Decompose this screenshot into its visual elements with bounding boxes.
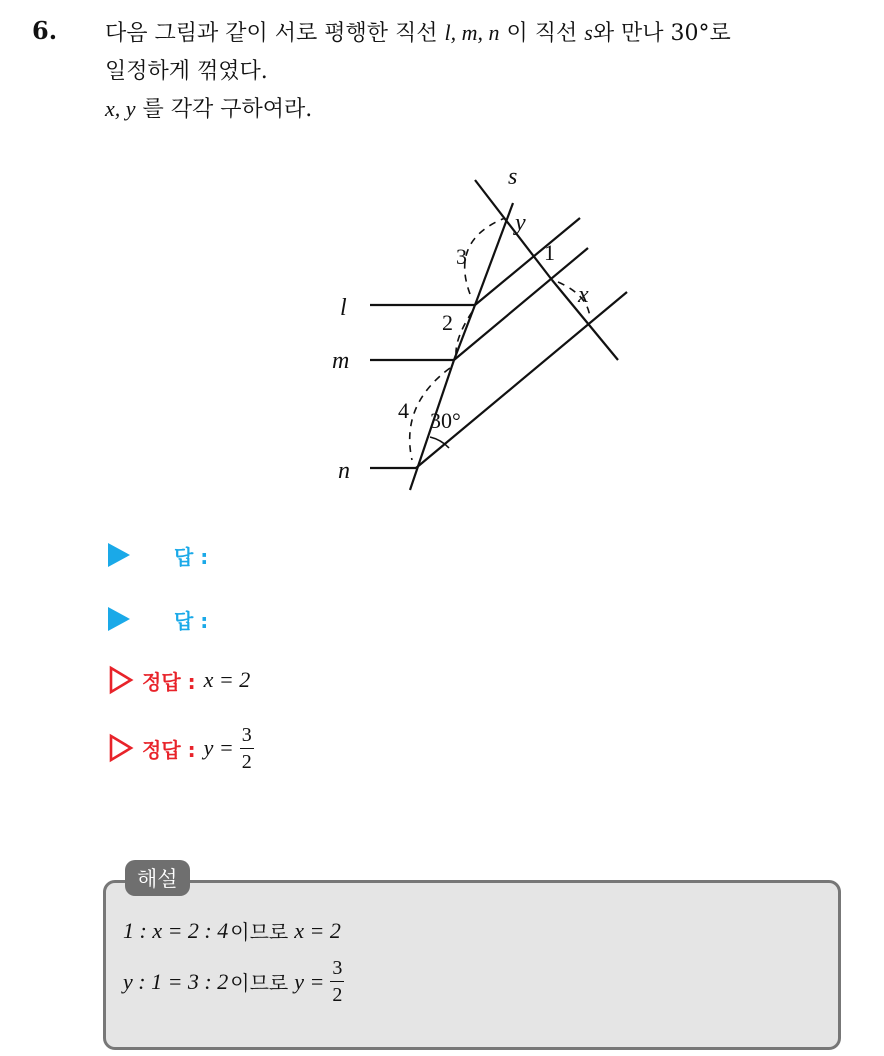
solution-result: x = 2 [294,917,341,943]
question-number: 6. [32,16,58,45]
label-s: s [508,164,518,190]
solution-connector: 이므로 [230,920,289,944]
line-s-var: s [584,20,593,45]
solution-ratio: y : 1 = 3 : 2 [123,968,229,994]
line-vars: l, m, n [444,20,500,45]
question-text: 와 만나 30°로 [592,21,731,46]
correct-answer-row-y [108,722,254,774]
play-triangle-icon [108,607,130,631]
correct-label: 정답 : [142,669,196,694]
fraction: $\frac{3}{2}$ [241,723,252,773]
label-four: 4 [398,398,409,423]
y-answer: y = $\frac{3}{2}$ [203,723,252,773]
label-y: y [515,210,526,236]
question-line-2: 일정하게 꺾였다. [105,59,268,84]
question-text: 다음 그림과 같이 서로 평행한 직선 [105,21,445,46]
geometry-figure [330,160,630,500]
question-text: 이 직선 [499,21,585,46]
dash-arc-3 [465,218,505,294]
x-answer: x = 2 [203,667,251,692]
solution-connector: 이므로 [230,971,289,995]
question-text: 를 각각 구하여라. [135,97,313,122]
question-line-1 [105,16,731,47]
correct-label: 정답 : [142,737,196,762]
solution-line-2 [123,958,344,1005]
answer-row-2 [108,599,208,639]
outline-triangle-icon [108,733,134,763]
answer-row-1 [108,535,208,575]
question-line-3 [105,92,312,123]
correct-answer-row-x [108,660,250,700]
solution-line-1 [123,916,341,945]
label-m: m [332,348,350,374]
label-l: l [340,295,347,321]
label-one: 1 [544,240,555,265]
xy-vars: x, y [105,96,136,121]
label-x: x [578,282,589,308]
outline-triangle-icon [108,665,134,695]
solution-tab: 해설 [125,860,190,896]
label-n: n [338,458,350,484]
label-three: 3 [456,244,467,269]
label-angle: 30° [430,408,461,433]
transversal-segment [475,180,552,280]
label-two: 2 [442,310,453,335]
answer-label: 답 : [174,544,209,569]
answer-label: 답 : [174,608,209,633]
solution-result: y = [294,968,325,994]
play-triangle-icon [108,543,130,567]
solution-ratio: 1 : x = 2 : 4 [123,917,229,943]
fraction: $\frac{3}{2}$ [332,957,343,1006]
